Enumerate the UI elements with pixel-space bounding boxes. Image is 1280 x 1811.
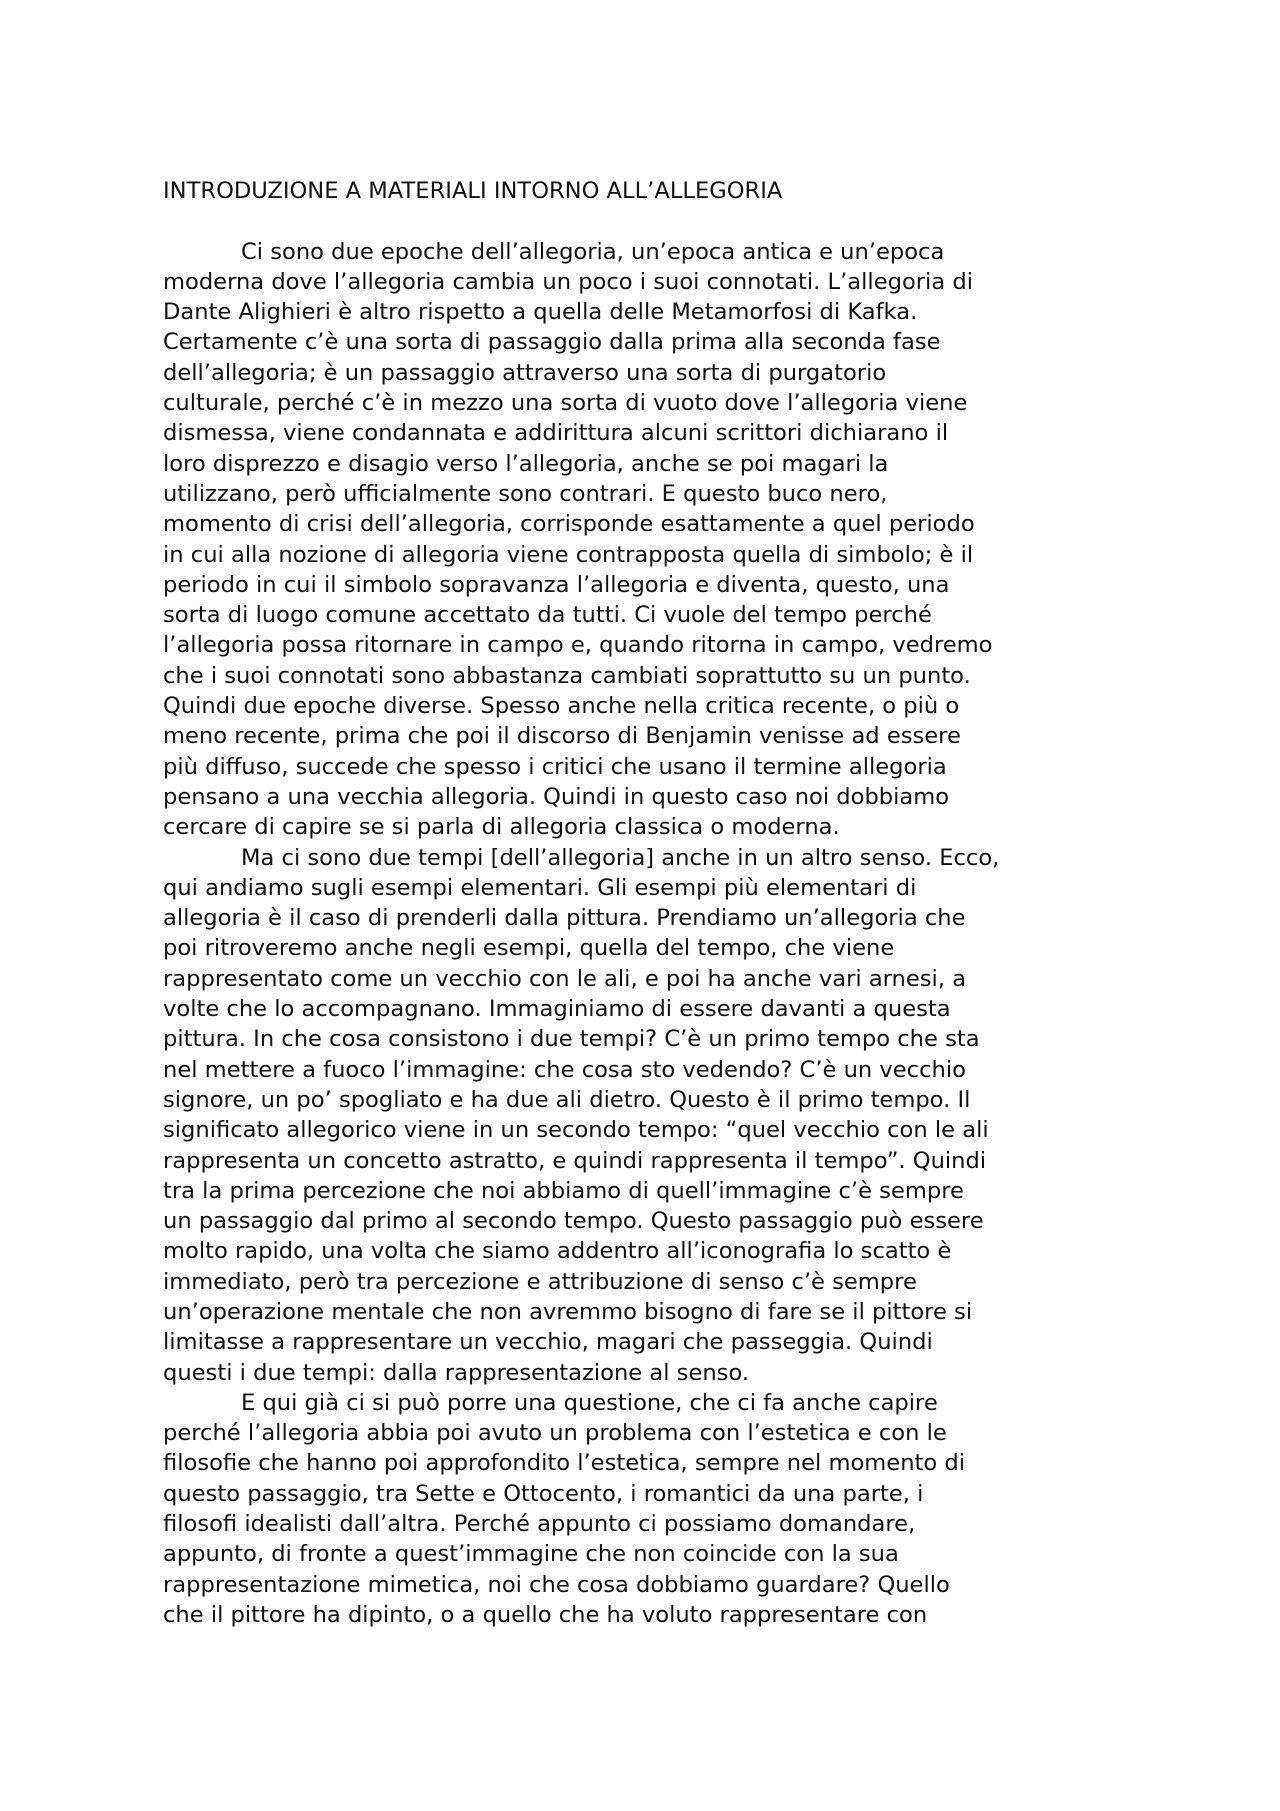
text-line: immediato, però tra percezione e attribuzione di senso c’è sempre	[163, 1268, 917, 1295]
paragraph-2	[163, 843, 1123, 1388]
text-line: Quindi due epoche diverse. Spesso anche nella critica recente, o più o	[163, 693, 960, 720]
text-line: Ci sono due epoche dell’allegoria, un’epoca antica e un’epoca	[241, 238, 945, 265]
text-line: sorta di luogo comune accettato da tutti. Ci vuole del tempo perché	[163, 602, 932, 629]
text-line: un passaggio dal primo al secondo tempo. Questo passaggio può essere	[163, 1208, 984, 1235]
text-line: in cui alla nozione di allegoria viene contrapposta quella di simbolo; è il	[163, 541, 974, 568]
text-line: che il pittore ha dipinto, o a quello che ha voluto rappresentare con	[163, 1601, 928, 1628]
text-line: perché l’allegoria abbia poi avuto un problema con l’estetica e con le	[163, 1420, 947, 1447]
text-line: pittura. In che cosa consistono i due tempi? C’è un primo tempo che sta	[163, 1026, 980, 1053]
text-line: loro disprezzo e disagio verso l’allegoria, anche se poi magari la	[163, 450, 889, 477]
text-line: signore, un po’ spogliato e ha due ali dietro. Questo è il primo tempo. Il	[163, 1086, 971, 1113]
paragraph-3	[163, 1388, 1123, 1630]
text-line: questo passaggio, tra Sette e Ottocento, i romantici da una parte, i	[163, 1480, 924, 1507]
text-line: periodo in cui il simbolo sopravanza l’allegoria e diventa, questo, una	[163, 571, 950, 598]
text-line: Dante Alighieri è altro rispetto a quella delle Metamorfosi di Kafka.	[163, 299, 918, 326]
text-line: filosofie che hanno poi approfondito l’estetica, sempre nel momento di	[163, 1450, 966, 1477]
text-line: culturale, perché c’è in mezzo una sorta di vuoto dove l’allegoria viene	[163, 390, 968, 417]
text-line: rappresenta un concetto astratto, e quindi rappresenta il tempo”. Quindi	[163, 1147, 987, 1174]
text-line: moderna dove l’allegoria cambia un poco i suoi connotati. L’allegoria di	[163, 268, 973, 295]
paragraph-1	[163, 237, 1123, 843]
text-line: nel mettere a fuoco l’immagine: che cosa sto vedendo? C’è un vecchio	[163, 1056, 966, 1083]
text-line: volte che lo accompagnano. Immaginiamo di essere davanti a questa	[163, 996, 951, 1023]
document-body	[163, 176, 1123, 1630]
text-line: poi ritroveremo anche negli esempi, quella del tempo, che viene	[163, 935, 895, 962]
text-line: filosofi idealisti dall’altra. Perché appunto ci possiamo domandare,	[163, 1511, 916, 1538]
text-line: pensano a una vecchia allegoria. Quindi in questo caso noi dobbiamo	[163, 783, 950, 810]
text-line: rappresentato come un vecchio con le ali, e poi ha anche vari arnesi, a	[163, 965, 967, 992]
text-line: Certamente c’è una sorta di passaggio dalla prima alla seconda fase	[163, 329, 941, 356]
text-line: E qui già ci si può porre una questione, che ci fa anche capire	[241, 1389, 938, 1416]
text-line: che i suoi connotati sono abbastanza cambiati soprattutto su un punto.	[163, 662, 971, 689]
text-line: significato allegorico viene in un secondo tempo: “quel vecchio con le ali	[163, 1117, 989, 1144]
text-line: cercare di capire se si parla di allegoria classica o moderna.	[163, 814, 840, 841]
text-line: dismessa, viene condannata e addirittura alcuni scrittori dichiarano il	[163, 420, 949, 447]
text-line: dell’allegoria; è un passaggio attraverso una sorta di purgatorio	[163, 359, 887, 386]
text-line: qui andiamo sugli esempi elementari. Gli esempi più elementari di	[163, 874, 917, 901]
text-line: rappresentazione mimetica, noi che cosa dobbiamo guardare? Quello	[163, 1571, 950, 1598]
text-line: più diffuso, succede che spesso i critici che usano il termine allegoria	[163, 753, 947, 780]
text-line: limitasse a rappresentare un vecchio, magari che passeggia. Quindi	[163, 1329, 933, 1356]
text-line: utilizzano, però ufficialmente sono contrari. E questo buco nero,	[163, 480, 888, 507]
text-line: Ma ci sono due tempi [dell’allegoria] anche in un altro senso. Ecco,	[241, 844, 1000, 871]
document-title: INTRODUZIONE A MATERIALI INTORNO ALL’ALLEGORIA	[163, 178, 783, 204]
text-line: momento di crisi dell’allegoria, corrisponde esattamente a quel periodo	[163, 511, 975, 538]
text-line: un’operazione mentale che non avremmo bisogno di fare se il pittore si	[163, 1298, 973, 1325]
text-line: tra la prima percezione che noi abbiamo di quell’immagine c’è sempre	[163, 1177, 964, 1204]
text-line: molto rapido, una volta che siamo addentro all’iconografia lo scatto è	[163, 1238, 952, 1265]
text-line: allegoria è il caso di prenderli dalla pittura. Prendiamo un’allegoria che	[163, 905, 966, 932]
text-line: l’allegoria possa ritornare in campo e, quando ritorna in campo, vedremo	[163, 632, 993, 659]
text-line: meno recente, prima che poi il discorso di Benjamin venisse ad essere	[163, 723, 961, 750]
text-line: appunto, di fronte a quest’immagine che non coincide con la sua	[163, 1541, 899, 1568]
text-line: questi i due tempi: dalla rappresentazione al senso.	[163, 1359, 750, 1386]
